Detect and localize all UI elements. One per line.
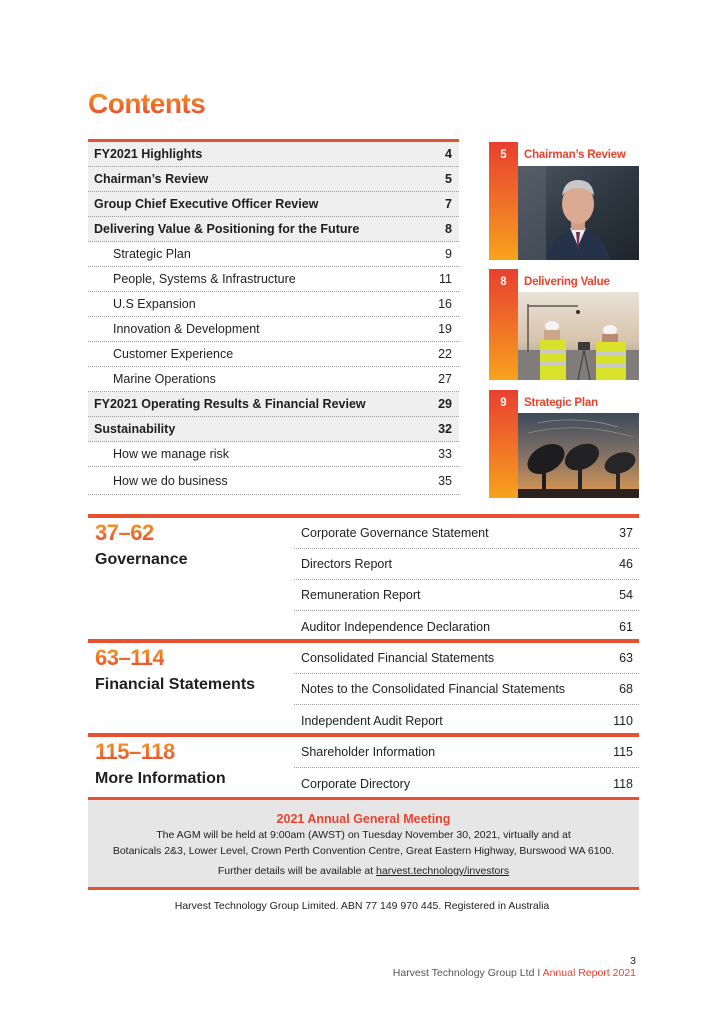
toc-label: FY2021 Operating Results & Financial Review bbox=[94, 397, 366, 411]
agm-details-line: The AGM will be held at 9:00am (AWST) on Tuesday November 30, 2021, virtually and at bbox=[156, 829, 571, 841]
section-items bbox=[294, 518, 639, 642]
toc-page: 5 bbox=[445, 172, 452, 186]
section-row-page: 68 bbox=[619, 682, 633, 696]
agm-further-text: Further details will be available at bbox=[217, 865, 377, 877]
footer bbox=[393, 967, 636, 979]
section-name: Governance bbox=[95, 551, 188, 568]
toc-page: 32 bbox=[438, 422, 452, 436]
toc-label: Strategic Plan bbox=[113, 247, 191, 261]
company-registration: Harvest Technology Group Limited. ABN 77 149 970 445. Registered in Australia bbox=[174, 900, 550, 912]
section-range: 63–114 bbox=[95, 645, 165, 670]
section-row-label: Auditor Independence Declaration bbox=[301, 619, 491, 634]
toc-row[interactable] bbox=[88, 392, 459, 417]
toc-label: Delivering Value & Positioning for the Future bbox=[94, 222, 360, 236]
toc-page: 19 bbox=[438, 322, 452, 336]
toc-row[interactable] bbox=[88, 242, 459, 267]
page-number: 3 bbox=[630, 955, 636, 967]
workers-photo bbox=[518, 292, 639, 380]
toc-label: Group Chief Executive Officer Review bbox=[94, 197, 319, 211]
toc-row[interactable] bbox=[88, 167, 459, 192]
satellite-dishes-photo bbox=[518, 413, 639, 498]
feature-label: Strategic Plan bbox=[524, 397, 598, 409]
toc-label: Customer Experience bbox=[113, 347, 234, 361]
toc-page: 11 bbox=[439, 272, 452, 286]
contents-table bbox=[88, 139, 459, 495]
toc-label: How we manage risk bbox=[113, 447, 230, 461]
toc-row[interactable] bbox=[88, 442, 459, 467]
section-row-label: Corporate Directory bbox=[301, 776, 411, 791]
section-row-label: Notes to the Consolidated Financial Statements bbox=[301, 682, 566, 696]
toc-page: 16 bbox=[438, 297, 452, 311]
feature-strategic-plan[interactable] bbox=[489, 390, 639, 498]
section-row-page: 46 bbox=[619, 557, 633, 571]
section-row-label: Shareholder Information bbox=[301, 745, 436, 759]
toc-label: Sustainability bbox=[94, 422, 176, 436]
section-row-label: Corporate Governance Statement bbox=[301, 526, 489, 540]
toc-label: Innovation & Development bbox=[113, 322, 260, 336]
section-row[interactable] bbox=[294, 643, 639, 674]
toc-row[interactable] bbox=[88, 417, 459, 442]
section-row[interactable] bbox=[294, 768, 639, 799]
feature-chairmans-review[interactable] bbox=[489, 142, 639, 260]
agm-further-details bbox=[88, 863, 639, 879]
toc-row[interactable] bbox=[88, 192, 459, 217]
feature-label: Chairman’s Review bbox=[524, 149, 626, 161]
feature-page: 5 bbox=[500, 149, 507, 161]
section-financial-statements bbox=[88, 639, 639, 733]
toc-page: 22 bbox=[438, 347, 452, 361]
section-row-label: Directors Report bbox=[301, 557, 392, 571]
toc-row[interactable] bbox=[88, 367, 459, 392]
toc-label: Chairman’s Review bbox=[94, 172, 209, 186]
feature-page: 9 bbox=[500, 397, 507, 409]
toc-label: How we do business bbox=[113, 473, 228, 488]
section-row[interactable] bbox=[294, 549, 639, 580]
toc-row[interactable] bbox=[88, 342, 459, 367]
toc-page: 27 bbox=[438, 372, 452, 386]
section-row-page: 115 bbox=[613, 745, 633, 759]
section-row-label: Remuneration Report bbox=[301, 588, 421, 602]
section-row-page: 54 bbox=[619, 588, 633, 602]
toc-row[interactable] bbox=[88, 467, 459, 495]
section-row-page: 110 bbox=[613, 713, 633, 728]
agm-title: 2021 Annual General Meeting bbox=[276, 812, 451, 826]
toc-row[interactable] bbox=[88, 292, 459, 317]
section-row-label: Independent Audit Report bbox=[301, 713, 443, 728]
agm-venue-line: Botanicals 2&3, Lower Level, Crown Perth Convention Centre, Great Eastern Highway, Burswood WA 6100. bbox=[112, 845, 615, 857]
footer-report-title: Annual Report 2021 bbox=[542, 967, 636, 979]
section-name: Financial Statements bbox=[95, 676, 256, 693]
section-row[interactable] bbox=[294, 518, 639, 549]
portrait-photo bbox=[518, 166, 639, 260]
toc-page: 8 bbox=[445, 222, 452, 236]
section-row-label: Consolidated Financial Statements bbox=[301, 651, 495, 665]
section-row-page: 61 bbox=[619, 619, 633, 634]
section-row[interactable] bbox=[294, 674, 639, 705]
footer-separator: I bbox=[534, 967, 543, 979]
feature-label: Delivering Value bbox=[524, 276, 610, 288]
section-row[interactable] bbox=[294, 611, 639, 642]
toc-page: 35 bbox=[438, 473, 452, 488]
section-row-page: 63 bbox=[619, 651, 633, 665]
toc-row[interactable] bbox=[88, 317, 459, 342]
section-governance bbox=[88, 514, 639, 639]
investors-link[interactable]: harvest.technology/investors bbox=[376, 865, 510, 877]
section-more-information bbox=[88, 733, 639, 797]
toc-page: 7 bbox=[445, 197, 452, 211]
feature-delivering-value[interactable] bbox=[489, 269, 639, 380]
section-name: More Information bbox=[95, 770, 226, 787]
section-range: 115–118 bbox=[95, 739, 175, 764]
toc-label: U.S Expansion bbox=[113, 297, 196, 311]
section-row[interactable] bbox=[294, 705, 639, 736]
section-row-page: 118 bbox=[613, 776, 633, 791]
toc-page: 33 bbox=[438, 447, 452, 461]
section-items bbox=[294, 737, 639, 799]
toc-label: People, Systems & Infrastructure bbox=[113, 272, 296, 286]
toc-row[interactable] bbox=[88, 267, 459, 292]
footer-company: Harvest Technology Group Ltd bbox=[392, 967, 535, 979]
toc-page: 29 bbox=[438, 397, 452, 411]
toc-row[interactable] bbox=[88, 217, 459, 242]
feature-page: 8 bbox=[500, 276, 507, 288]
toc-row[interactable] bbox=[88, 142, 459, 167]
toc-label: Marine Operations bbox=[113, 372, 216, 386]
agm-notice bbox=[88, 797, 639, 890]
section-range: 37–62 bbox=[95, 520, 154, 545]
section-row[interactable] bbox=[294, 580, 639, 611]
page-title: Contents bbox=[88, 88, 206, 119]
toc-page: 9 bbox=[445, 247, 452, 261]
section-row[interactable] bbox=[294, 737, 639, 768]
toc-label: FY2021 Highlights bbox=[94, 147, 203, 161]
toc-page: 4 bbox=[445, 147, 452, 161]
section-items bbox=[294, 643, 639, 736]
section-row-page: 37 bbox=[619, 526, 633, 540]
